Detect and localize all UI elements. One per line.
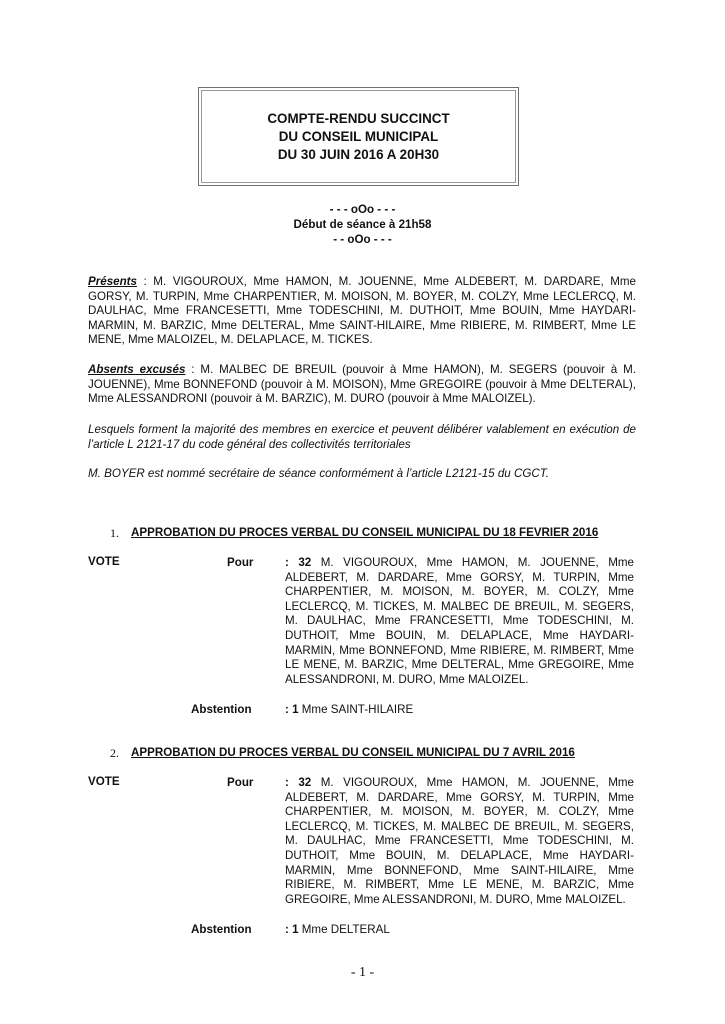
item-1-number: 1. bbox=[110, 526, 119, 540]
absents-label: Absents excusés bbox=[88, 363, 186, 376]
separator-top: - - - oOo - - - bbox=[329, 203, 396, 216]
item-2-number: 2. bbox=[110, 746, 119, 760]
item-2-abstention-label: Abstention bbox=[191, 923, 252, 936]
item-2-abstention-text bbox=[285, 923, 634, 938]
item-2-pour-label: Pour bbox=[227, 776, 254, 789]
item-1-pour-count: : 32 bbox=[285, 556, 312, 569]
item-1-abstention-label: Abstention bbox=[191, 703, 252, 716]
item-1-pour-names: M. VIGOUROUX, Mme HAMON, M. JOUENNE, Mme ALDEBERT, M. DARDARE, Mme GORSY, M. TURPIN, Mme CHARPENTIER, M. MOISON, M. BOYER, M. COLZY, Mme LECLERCQ, M. TICKES, M. MALBEC DE BREUIL, M. SEGERS, M. DAULHAC, Mme FRANCESETTI, Mme TODESCHINI, M. DUTHOIT, Mme BOUIN, M. DELAPLACE, Mme HAYDARI-MARMIN, Mme BONNEFOND, Mme RIBIERE, M. RIMBERT, Mme LE MENE, M. BARZIC, Mme DELTERAL, Mme GREGOIRE, Mme ALESSANDRONI, M. DURO, Mme MALOIZEL. bbox=[285, 556, 634, 686]
presents-label: Présents bbox=[88, 275, 137, 288]
title-line-2: DU CONSEIL MUNICIPAL bbox=[278, 128, 439, 144]
item-1-title: APPROBATION DU PROCES VERBAL DU CONSEIL MUNICIPAL DU 18 FEVRIER 2016 bbox=[131, 526, 599, 539]
item-2-pour-count: : 32 bbox=[285, 776, 312, 789]
presents-list: : M. VIGOUROUX, Mme HAMON, M. JOUENNE, Mme ALDEBERT, M. DARDARE, Mme GORSY, M. TURPIN, Mme CHARPENTIER, M. MOISON, M. BOYER, M. COLZY, Mme LECLERCQ, M. DAULHAC, Mme FRANCESETTI, Mme TODESCHINI, M. DUTHOIT, Mme BOUIN, Mme HAYDARI-MARMIN, M. BARZIC, Mme DELTERAL, Mme SAINT-HILAIRE, Mme RIBIERE, M. RIMBERT, Mme LE MENE, Mme MALOIZEL, M. DELAPLACE, M. TICKES. bbox=[88, 275, 636, 347]
item-1-abstention-count: : 1 bbox=[285, 703, 299, 716]
title-line-3: DU 30 JUIN 2016 A 20H30 bbox=[277, 146, 440, 162]
item-2-pour-names: M. VIGOUROUX, Mme HAMON, M. JOUENNE, Mme ALDEBERT, M. DARDARE, Mme GORSY, M. TURPIN, Mme CHARPENTIER, M. MOISON, M. BOYER, M. COLZY, Mme LECLERCQ, M. TICKES, M. MALBEC DE BREUIL, M. SEGERS, M. DAULHAC, Mme FRANCESETTI, Mme TODESCHINI, M. DUTHOIT, Mme BOUIN, M. DELAPLACE, Mme HAYDARI-MARMIN, Mme BONNEFOND, Mme SAINT-HILAIRE, Mme RIBIERE, M. RIMBERT, Mme LE MENE, M. BARZIC, Mme GREGOIRE, Mme ALESSANDRONI, M. DURO, Mme MALOIZEL. bbox=[285, 776, 634, 906]
quorum-paragraph: Lesquels forment la majorité des membres en exercice et peuvent délibérer valablement en exécution de l’article L 2121-17 du code général des collectivités territoriales bbox=[88, 423, 636, 451]
item-2-title: APPROBATION DU PROCES VERBAL DU CONSEIL MUNICIPAL DU 7 AVRIL 2016 bbox=[131, 746, 575, 759]
item-2-vote-label: VOTE bbox=[88, 775, 120, 788]
item-1-pour-label: Pour bbox=[227, 556, 254, 569]
item-2-abstention-count: : 1 bbox=[285, 923, 299, 936]
item-1-pour-text bbox=[285, 556, 634, 687]
item-2-abstention-names: Mme DELTERAL bbox=[298, 923, 390, 936]
item-2-pour-text bbox=[285, 776, 634, 907]
presents-paragraph bbox=[88, 275, 636, 348]
item-1-vote-label: VOTE bbox=[88, 555, 120, 568]
absents-list: : M. MALBEC DE BREUIL (pouvoir à Mme HAMON), M. SEGERS (pouvoir à M. JOUENNE), Mme BONNEFOND (pouvoir à M. MOISON), Mme GREGOIRE (pouvoir à Mme DELTERAL), Mme ALESSANDRONI (pouvoir à M. BARZIC), M. DURO (pouvoir à Mme MALOIZEL). bbox=[88, 363, 636, 406]
item-1-abstention-text bbox=[285, 703, 634, 718]
title-box bbox=[198, 87, 519, 186]
item-1-abstention-names: Mme SAINT-HILAIRE bbox=[298, 703, 414, 716]
absents-paragraph bbox=[88, 363, 636, 407]
secretary-paragraph: M. BOYER est nommé secrétaire de séance conformément à l’article L2121-15 du CGCT. bbox=[88, 467, 549, 480]
page-number: - 1 - bbox=[350, 965, 375, 980]
title-line-1: COMPTE-RENDU SUCCINCT bbox=[267, 110, 450, 126]
session-start: Début de séance à 21h58 bbox=[293, 218, 432, 231]
separator-bottom: - - oOo - - - bbox=[333, 233, 392, 246]
